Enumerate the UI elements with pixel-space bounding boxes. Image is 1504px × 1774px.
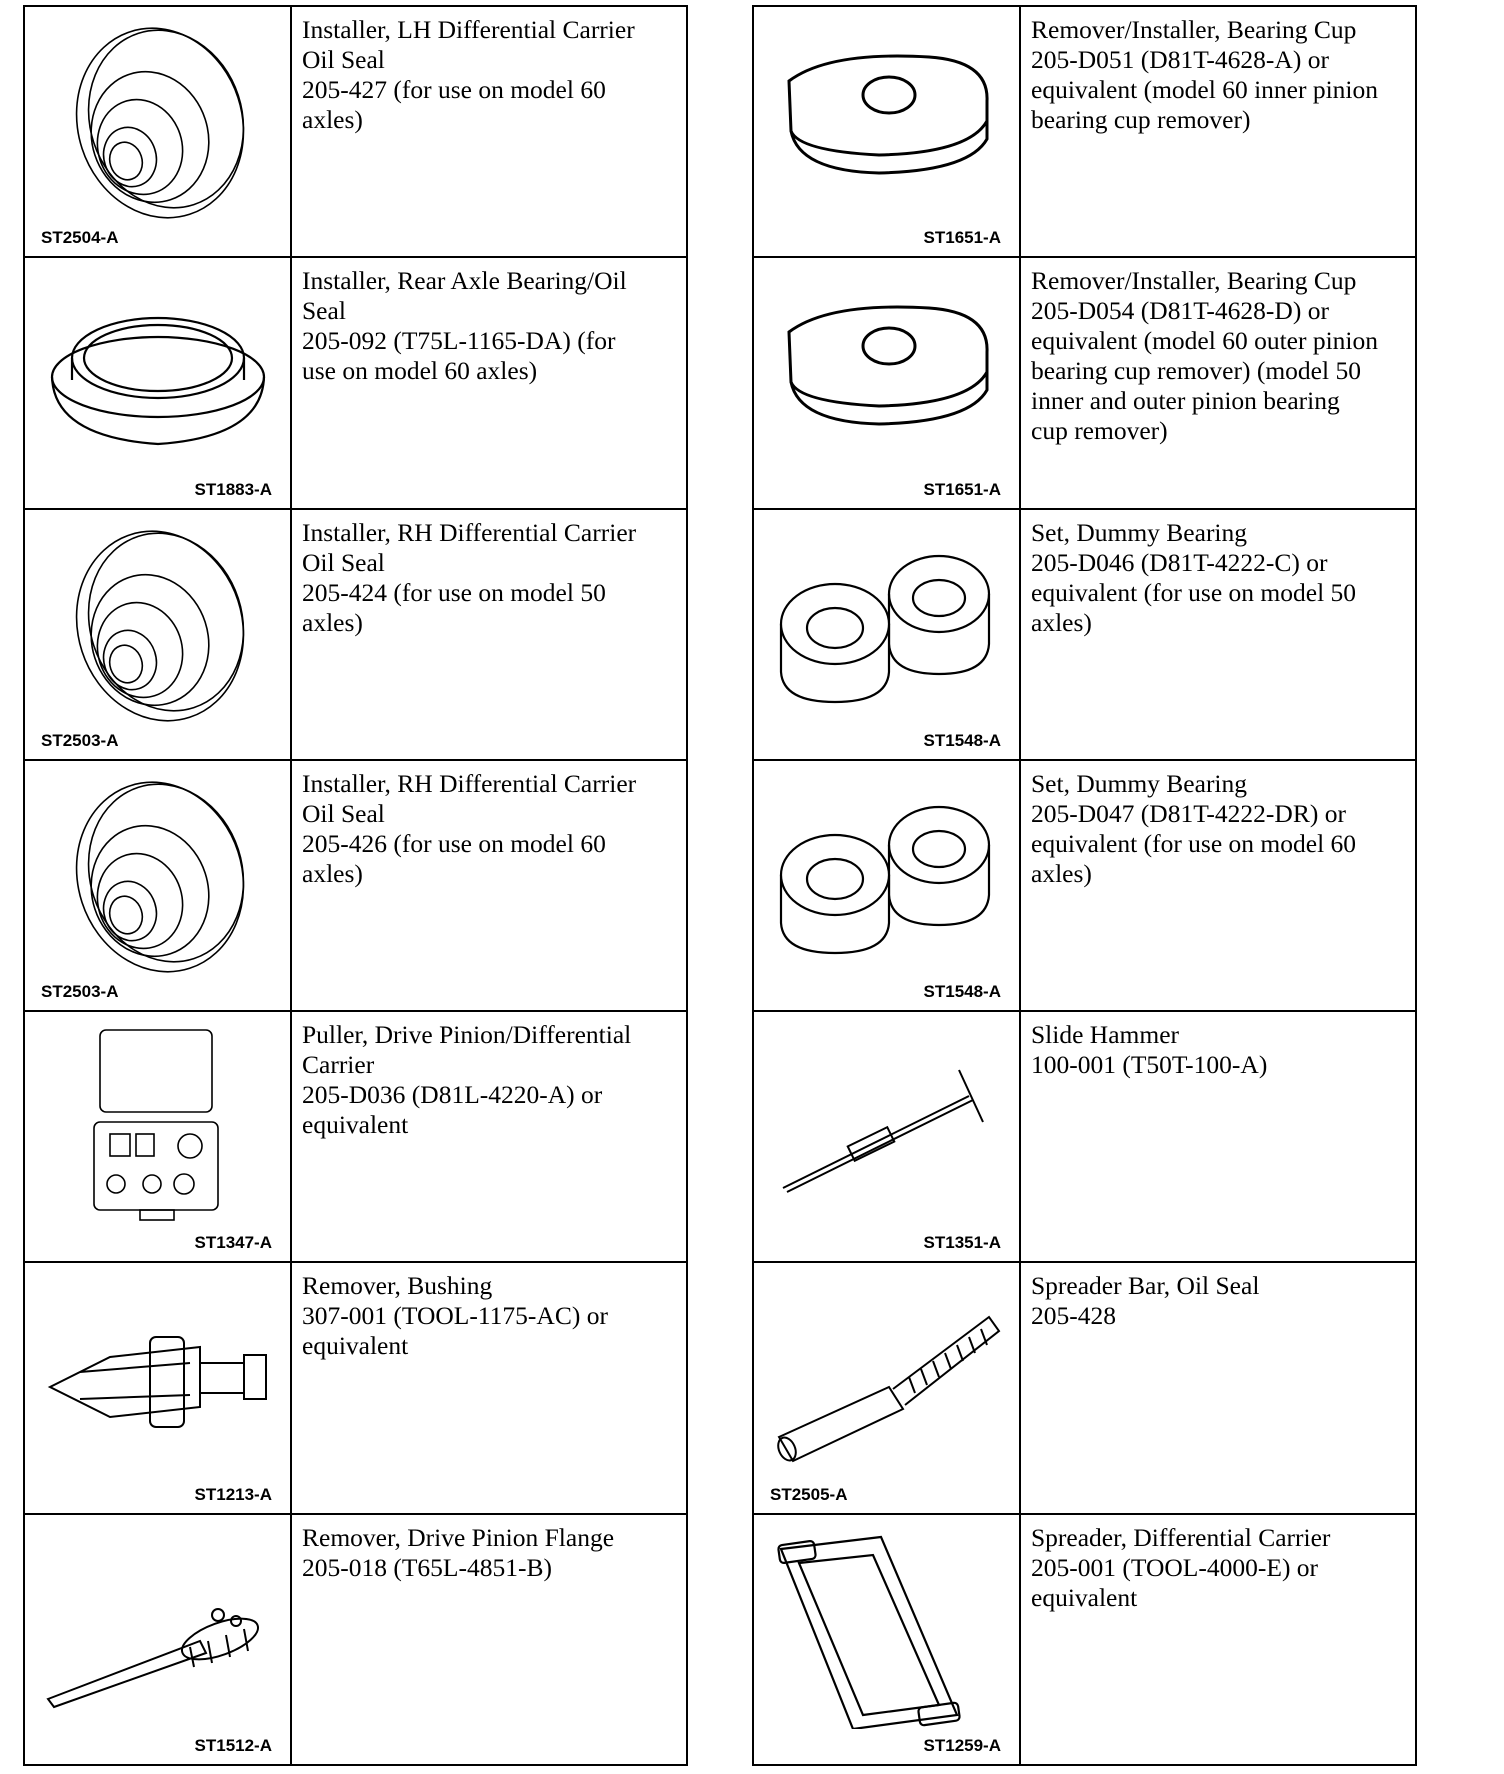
illustration-code: ST2503-A	[41, 730, 119, 750]
tool-illustration-cell	[24, 6, 291, 257]
tool-illustration-cell	[753, 257, 1020, 508]
tool-description: Installer, Rear Axle Bearing/Oil Seal 205-092 (T75L-1165-DA) (for use on model 60 axles)	[302, 266, 627, 386]
illustration-code: ST1347-A	[194, 1233, 272, 1253]
tool-row	[753, 1011, 1416, 1262]
tool-row	[753, 509, 1416, 760]
tool-description: Puller, Drive Pinion/Differential Carrier 205-D036 (D81L-4220-A) or equivalent	[302, 1020, 632, 1140]
oil-seal-installer-icon	[40, 21, 280, 221]
tool-description: Remover, Drive Pinion Flange 205-018 (T65L-4851-B)	[302, 1522, 615, 1582]
illustration-code: ST1548-A	[923, 982, 1001, 1002]
oil-seal-installer-icon	[40, 524, 280, 724]
illustration-code: ST1512-A	[194, 1736, 272, 1755]
tool-row	[753, 6, 1416, 257]
tool-description: Installer, RH Differential Carrier Oil Seal 205-424 (for use on model 50 axles)	[302, 517, 637, 637]
tool-description-cell	[291, 509, 687, 760]
tool-illustration-cell	[24, 1011, 291, 1262]
tool-description: Set, Dummy Bearing 205-D046 (D81T-4222-C) or equivalent (for use on model 50 axles)	[1031, 517, 1357, 637]
illustration-code: ST2503-A	[41, 982, 119, 1002]
tool-row	[753, 1514, 1416, 1765]
flange-remover-icon	[40, 1529, 280, 1729]
right-tool-table	[752, 5, 1417, 1766]
tool-description-cell	[291, 1514, 687, 1765]
dummy-bearing-set-icon	[769, 775, 1009, 975]
tool-illustration-cell	[753, 1011, 1020, 1262]
tool-row	[24, 6, 687, 257]
oil-seal-installer-icon	[40, 775, 280, 975]
tool-description-cell	[1020, 6, 1416, 257]
bearing-cup-tool-icon	[769, 21, 1009, 221]
illustration-code: ST2505-A	[770, 1484, 848, 1504]
illustration-code: ST1651-A	[923, 479, 1001, 499]
tool-illustration-cell	[24, 1514, 291, 1765]
tool-description-cell	[291, 6, 687, 257]
tool-row	[24, 1011, 687, 1262]
tool-description: Set, Dummy Bearing 205-D047 (D81T-4222-DR) or equivalent (for use on model 60 axles)	[1031, 768, 1357, 888]
illustration-code: ST1351-A	[923, 1233, 1001, 1253]
tool-illustration-cell	[753, 1262, 1020, 1513]
bearing-seal-installer-icon	[40, 272, 280, 472]
illustration-code: ST2504-A	[41, 228, 119, 248]
tool-description: Remover/Installer, Bearing Cup 205-D051 (D81T-4628-A) or equivalent (model 60 inner pinion bearing cup remover)	[1031, 15, 1379, 134]
tool-description: Installer, LH Differential Carrier Oil Seal 205-427 (for use on model 60 axles)	[302, 15, 635, 134]
tool-description-cell	[1020, 1011, 1416, 1262]
tool-description-cell	[291, 257, 687, 508]
tool-illustration-cell	[24, 509, 291, 760]
tool-row	[24, 257, 687, 508]
dummy-bearing-set-icon	[769, 524, 1009, 724]
tool-row	[753, 760, 1416, 1011]
tool-row	[24, 760, 687, 1011]
tool-illustration-cell	[753, 1514, 1020, 1765]
tool-description-cell	[291, 1011, 687, 1262]
left-tool-table	[23, 5, 688, 1766]
tool-description-cell	[1020, 257, 1416, 508]
tool-description: Remover, Bushing 307-001 (TOOL-1175-AC) or equivalent	[302, 1271, 608, 1361]
illustration-code: ST1548-A	[923, 730, 1001, 750]
tool-description-cell	[1020, 509, 1416, 760]
bearing-cup-tool-icon	[769, 272, 1009, 472]
tool-row	[753, 257, 1416, 508]
puller-kit-case-icon	[40, 1026, 280, 1226]
illustration-code: ST1259-A	[923, 1736, 1001, 1755]
tool-description-cell	[291, 1262, 687, 1513]
tool-description-cell	[1020, 1262, 1416, 1513]
bushing-remover-icon	[40, 1277, 280, 1477]
tool-description: Installer, RH Differential Carrier Oil Seal 205-426 (for use on model 60 axles)	[302, 768, 637, 888]
illustration-code: ST1213-A	[194, 1484, 272, 1504]
tool-illustration-cell	[753, 6, 1020, 257]
slide-hammer-icon	[769, 1026, 1009, 1226]
tool-description: Spreader, Differential Carrier 205-001 (TOOL-4000-E) or equivalent	[1031, 1522, 1331, 1612]
tool-row	[24, 1514, 687, 1765]
tool-description: Slide Hammer 100-001 (T50T-100-A)	[1031, 1020, 1268, 1080]
tool-row	[753, 1262, 1416, 1513]
tool-description-cell	[1020, 760, 1416, 1011]
tool-illustration-cell	[24, 760, 291, 1011]
tool-description: Remover/Installer, Bearing Cup 205-D054 (D81T-4628-D) or equivalent (model 60 outer pinion bearing cup remover) (model 50 inner and outer pinion bearing cup remover)	[1031, 266, 1379, 446]
tool-illustration-cell	[24, 1262, 291, 1513]
tool-row	[24, 509, 687, 760]
tool-illustration-cell	[753, 509, 1020, 760]
tool-row	[24, 1262, 687, 1513]
tool-description-cell	[291, 760, 687, 1011]
illustration-code: ST1651-A	[923, 228, 1001, 248]
tool-illustration-cell	[24, 257, 291, 508]
tool-description: Spreader Bar, Oil Seal 205-428	[1031, 1271, 1260, 1331]
spreader-bar-icon	[769, 1277, 1009, 1477]
tool-illustration-cell	[753, 760, 1020, 1011]
illustration-code: ST1883-A	[194, 479, 272, 499]
tool-description-cell	[1020, 1514, 1416, 1765]
carrier-spreader-icon	[769, 1529, 1009, 1729]
